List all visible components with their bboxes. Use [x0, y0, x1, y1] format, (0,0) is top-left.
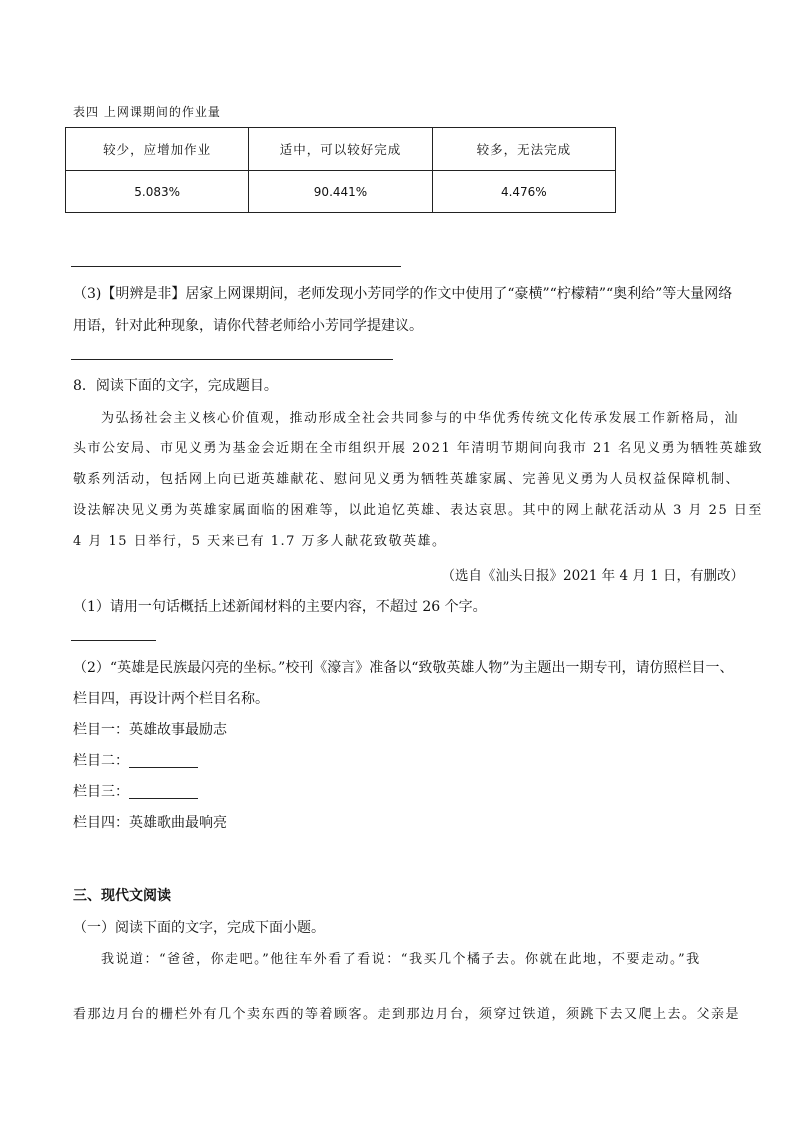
table-header-cell: 适中，可以较好完成 — [249, 128, 432, 171]
passage-line: 4 月 15 日举行，5 天来已有 1.7 万多人献花致敬英雄。 — [73, 534, 447, 549]
column-label: 栏目一： — [73, 722, 129, 738]
q3-line1: （3)【明辨是非】居家上网课期间，老师发现小芳同学的作文中使用了“豪横”“柠檬精”“奥利给”等大量网络 — [73, 286, 733, 302]
passage-line: 头市公安局、市见义勇为基金会近期在全市组织开展 2021 年清明节期间向我市 21 名见义勇为牺牲英雄致 — [73, 441, 764, 456]
table-header-cell: 较多，无法完成 — [432, 128, 615, 171]
column-item — [73, 812, 227, 832]
q3-line2: 用语，针对此种现象，请你代替老师给小芳同学提建议。 — [73, 318, 423, 334]
table-cell: 5.083% — [66, 171, 249, 213]
table-row — [66, 171, 616, 213]
table-cell: 90.441% — [249, 171, 432, 213]
column-label: 栏目二： — [73, 753, 129, 769]
q8-heading: 8．阅读下面的文字，完成题目。 — [73, 378, 278, 394]
q8-sub2-line1: （2）“英雄是民族最闪亮的坐标。”校刊《濠言》准备以“致敬英雄人物”为主题出一期专刊，请仿照栏目一、 — [73, 660, 734, 676]
q8-sub2-line2: 栏目四，再设计两个栏目名称。 — [73, 691, 269, 707]
section-title: 三、现代文阅读 — [73, 888, 171, 904]
column-value: 英雄歌曲最响亮 — [129, 815, 227, 831]
column-item — [73, 750, 198, 770]
answer-line[interactable] — [71, 640, 156, 641]
column-item — [73, 781, 198, 801]
table-cell: 4.476% — [432, 171, 615, 213]
column-label: 栏目三： — [73, 784, 129, 800]
source-citation: （选自《汕头日报》2021 年 4 月 1 日，有删改） — [441, 568, 744, 584]
answer-line[interactable] — [71, 359, 393, 360]
answer-blank[interactable] — [129, 784, 198, 799]
table-caption: 表四 上网课期间的作业量 — [73, 105, 221, 119]
column-value: 英雄故事最励志 — [129, 722, 227, 738]
answer-line[interactable] — [71, 266, 401, 267]
table-header-cell: 较少，应增加作业 — [66, 128, 249, 171]
passage-line: 敬系列活动，包括网上向已逝英雄献花、慰问见义勇为牺牲英雄家属、完善见义勇为人员权益保障机制、 — [73, 472, 741, 487]
answer-blank[interactable] — [129, 753, 198, 768]
q8-sub1: （1）请用一句话概括上述新闻材料的主要内容，不超过 26 个字。 — [73, 599, 487, 615]
passage-line: 为弘扬社会主义核心价值观，推动形成全社会共同参与的中华优秀传统文化传承发展工作新格局，汕 — [101, 411, 740, 426]
passage-line: 设法解决见义勇为英雄家属面临的困难等，以此追忆英雄、表达哀思。其中的网上献花活动从 3 月 25 日至 — [73, 503, 763, 518]
table-header-row — [66, 128, 616, 171]
homework-table — [65, 127, 616, 213]
passage-line: 看那边月台的栅栏外有几个卖东西的等着顾客。走到那边月台，须穿过铁道，须跳下去又爬上去。父亲是 — [73, 1007, 741, 1022]
column-label: 栏目四： — [73, 815, 129, 831]
passage-line: 我说道：“爸爸，你走吧。”他往车外看了看说：“我买几个橘子去。你就在此地，不要走动。”我 — [101, 952, 701, 967]
column-item — [73, 719, 227, 739]
section-subtitle: （一）阅读下面的文字，完成下面小题。 — [73, 920, 325, 936]
